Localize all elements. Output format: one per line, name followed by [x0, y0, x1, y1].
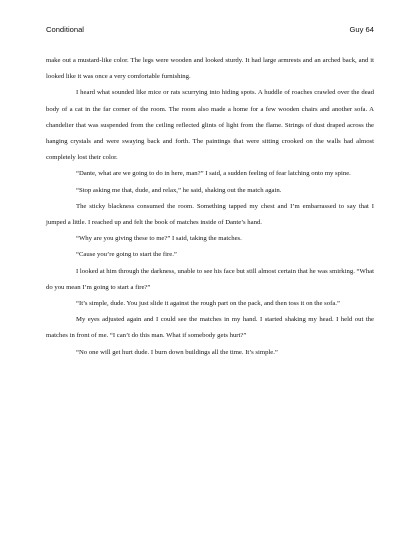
manuscript-body [46, 53, 374, 361]
paragraph-3: “Dante, what are we going to do in here, man?” I said, a sudden feeling of fear latching onto my spine. [76, 170, 351, 178]
paragraph-9: “It’s simple, dude. You just slide it against the rough part on the pack, and then toss it on the sofa.” [76, 300, 340, 308]
running-header [46, 25, 374, 35]
paragraph-10: My eyes adjusted again and I could see the matches in my hand. I started shaking my head. I held out the matches in front of me. “I can’t do this man. What if somebody gets hurt?” [46, 316, 374, 340]
paragraph-11: “No one will get hurt dude. I burn down buildings all the time. It’s simple.” [76, 348, 278, 356]
header-title: Conditional [46, 25, 84, 34]
paragraph-1: make out a mustard-like color. The legs were wooden and looked sturdy. It had large armrests and an arched back, and it looked like it was once a very comfortable furnishing. [46, 57, 374, 81]
paragraph-6: “Why are you giving these to me?” I said, taking the matches. [76, 235, 242, 243]
paragraph-8: I looked at him through the darkness, unable to see his face but still almost certain that he was smirking. “What do you mean I’m going to start a fire?” [46, 267, 374, 291]
header-page-number: Guy 64 [349, 25, 374, 34]
paragraph-4: “Stop asking me that, dude, and relax,” he said, shaking out the match again. [76, 186, 282, 194]
paragraph-5: The sticky blackness consumed the room. Something tapped my chest and I’m embarrassed to say that I jumped a little. I reached up and felt the book of matches inside of Dante’s hand. [46, 202, 374, 227]
paragraph-7: “Cause you’re going to start the fire.” [76, 251, 177, 259]
paragraph-2: I heard what sounded like mice or rats scurrying into hiding spots. A huddle of roaches crawled over the dead body of a cat in the far corner of the room. The room also made a home for a few wooden chairs and another sofa. A chandelier that was suspended from the ceiling reflected glints of light from the flame. Strings of dust draped across the hanging crystals and were swaying back and forth. The paintings that were sitting crooked on the walls had almost completely lost their color. [46, 89, 374, 162]
